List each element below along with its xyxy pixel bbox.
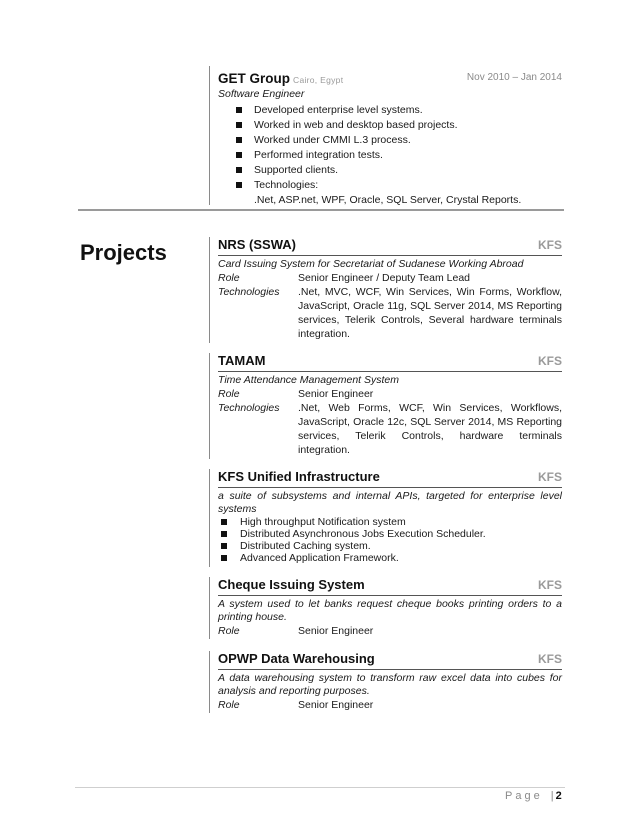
project-header — [218, 651, 562, 670]
project-title: KFS Unified Infrastructure — [218, 469, 380, 484]
experience-entry — [209, 66, 562, 205]
project-bullets — [218, 516, 562, 564]
list-item: Developed enterprise level systems. — [218, 103, 558, 118]
square-bullet-icon — [221, 531, 227, 537]
footer-divider — [75, 787, 565, 788]
project-role-row — [218, 698, 562, 712]
list-item: Advanced Application Framework. — [218, 552, 562, 564]
role-value: Senior Engineer / Deputy Team Lead — [298, 272, 470, 284]
list-item: Distributed Caching system. — [218, 540, 562, 552]
company-location: Cairo, Egypt — [293, 75, 344, 85]
project-entry — [209, 469, 562, 567]
project-org: KFS — [538, 354, 562, 368]
list-item: Technologies: .Net, ASP.net, WPF, Oracle, SQL Server, Crystal Reports. — [218, 178, 558, 208]
project-header — [218, 353, 562, 372]
page-label: Page — [505, 790, 543, 802]
project-entry — [209, 353, 562, 459]
role-value: Senior Engineer — [298, 625, 374, 637]
experience-header — [218, 70, 343, 88]
project-org: KFS — [538, 470, 562, 484]
square-bullet-icon — [221, 543, 227, 549]
project-header — [218, 469, 562, 488]
section-title: Projects — [80, 240, 167, 265]
project-description: A data warehousing system to transform raw excel data into cubes for analysis and reporting purposes. — [218, 672, 562, 697]
section-divider — [78, 209, 564, 211]
experience-bullets — [218, 103, 558, 208]
project-entry — [209, 651, 562, 713]
role-value: Senior Engineer — [298, 699, 374, 711]
project-title: OPWP Data Warehousing — [218, 651, 375, 666]
role-label: Role — [218, 699, 240, 711]
role-value: Senior Engineer — [298, 388, 374, 400]
project-tech-row — [218, 285, 562, 341]
job-title: Software Engineer — [218, 88, 305, 100]
technologies-value: .Net, ASP.net, WPF, Oracle, SQL Server, Crystal Reports. — [254, 194, 522, 206]
technologies-label: Technologies — [218, 286, 280, 298]
square-bullet-icon — [236, 107, 242, 113]
project-entry — [209, 577, 562, 639]
role-label: Role — [218, 625, 240, 637]
list-item: Worked in web and desktop based projects. — [218, 118, 558, 133]
project-tech-row — [218, 401, 562, 457]
role-label: Role — [218, 272, 240, 284]
project-title: NRS (SSWA) — [218, 237, 296, 252]
project-org: KFS — [538, 238, 562, 252]
project-description: A system used to let banks request cheque books printing orders to a printing house. — [218, 598, 562, 623]
project-title: Cheque Issuing System — [218, 577, 365, 592]
square-bullet-icon — [221, 519, 227, 525]
project-role-row — [218, 387, 562, 401]
page-number: 2 — [555, 790, 562, 802]
role-label: Role — [218, 388, 240, 400]
square-bullet-icon — [236, 152, 242, 158]
project-role-row — [218, 624, 562, 638]
project-entry — [209, 237, 562, 343]
technologies-value: .Net, Web Forms, WCF, Win Services, Workflows, JavaScript, Oracle 12c, SQL Server 2014, MS Reporting services, Telerik Controls, hardware terminals integration. — [298, 402, 562, 456]
square-bullet-icon — [236, 122, 242, 128]
list-item: Supported clients. — [218, 163, 558, 178]
square-bullet-icon — [221, 555, 227, 561]
footer-separator: | — [550, 790, 554, 802]
square-bullet-icon — [236, 137, 242, 143]
project-org: KFS — [538, 652, 562, 666]
technologies-label: Technologies — [218, 402, 280, 414]
employment-dates: Nov 2010 – Jan 2014 — [466, 72, 562, 83]
project-title: TAMAM — [218, 353, 266, 368]
square-bullet-icon — [236, 182, 242, 188]
project-org: KFS — [538, 578, 562, 592]
project-description: a suite of subsystems and internal APIs, targeted for enterprise level systems — [218, 490, 562, 515]
technologies-value: .Net, MVC, WCF, Win Services, Win Forms, Workflow, JavaScript, Oracle 11g, SQL Server 2014, MS Reporting services, Telerik Controls, Several hardware terminals integration. — [298, 286, 562, 340]
project-description: Card Issuing System for Secretariat of Sudanese Working Abroad — [218, 258, 524, 270]
project-role-row — [218, 271, 562, 285]
list-item: Worked under CMMI L.3 process. — [218, 133, 558, 148]
list-item: Performed integration tests. — [218, 148, 558, 163]
project-description: Time Attendance Management System — [218, 374, 400, 386]
project-header — [218, 577, 562, 596]
list-item: High throughput Notification system — [218, 516, 562, 528]
list-item: Distributed Asynchronous Jobs Execution Scheduler. — [218, 528, 562, 540]
square-bullet-icon — [236, 167, 242, 173]
company-name: GET Group — [218, 71, 290, 86]
project-header — [218, 237, 562, 256]
page-footer — [505, 790, 562, 802]
